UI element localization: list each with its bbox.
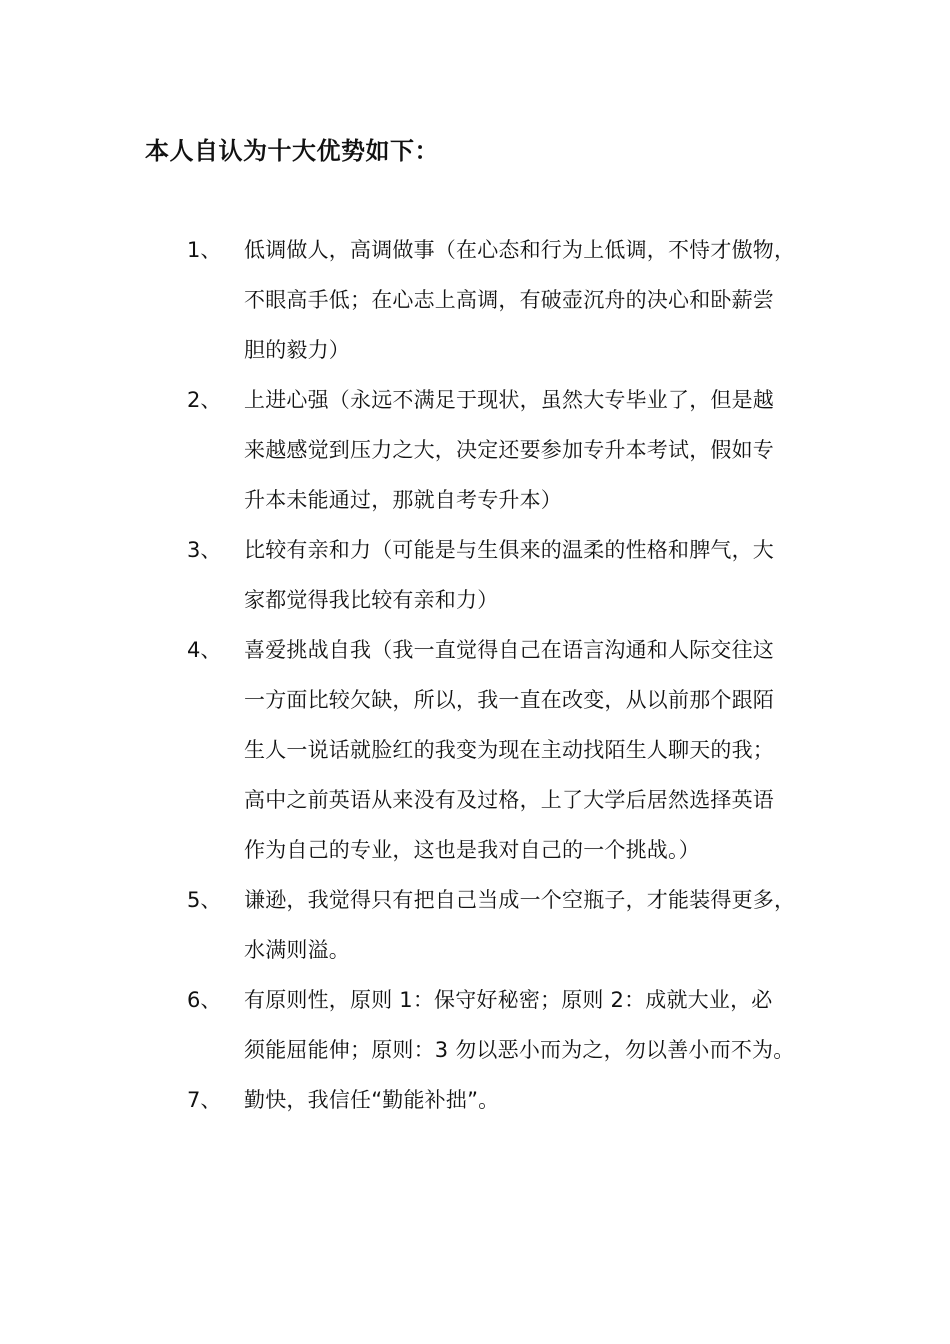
item-text [244, 625, 819, 875]
item-number: 7、 [187, 1088, 222, 1112]
advantages-list [0, 225, 950, 1125]
item-text-line: 升本未能通过，那就自考专升本） [244, 488, 562, 512]
item-number: 1、 [187, 238, 222, 262]
list-item [0, 625, 950, 875]
list-item [0, 1075, 950, 1125]
item-text-line: 勤快，我信任“勤能补拙”。 [244, 1088, 500, 1112]
item-text-line: 一方面比较欠缺，所以，我一直在改变，从以前那个跟陌 [244, 688, 774, 712]
item-text-line: 家都觉得我比较有亲和力） [244, 588, 499, 612]
item-text-line: 作为自己的专业，这也是我对自己的一个挑战。） [244, 838, 700, 862]
item-text-line: 水满则溢。 [244, 938, 350, 962]
item-number: 4、 [187, 638, 222, 662]
item-text-line: 胆的毅力） [244, 338, 350, 362]
item-text-line: 不眼高手低；在心志上高调，有破壶沉舟的决心和卧薪尝 [244, 288, 774, 312]
item-text [244, 225, 819, 375]
list-item [0, 375, 950, 525]
item-text-line: 喜爱挑战自我（我一直觉得自己在语言沟通和人际交往这 [244, 638, 774, 662]
item-text [244, 1075, 819, 1125]
list-item [0, 875, 950, 975]
item-text-line: 来越感觉到压力之大，决定还要参加专升本考试，假如专 [244, 438, 774, 462]
item-text-line: 生人一说话就脸红的我变为现在主动找陌生人聊天的我； [244, 738, 774, 762]
item-text [244, 975, 819, 1075]
item-number: 2、 [187, 388, 222, 412]
item-number: 6、 [187, 988, 222, 1012]
item-text-line: 比较有亲和力（可能是与生俱来的温柔的性格和脾气，大 [244, 538, 774, 562]
item-text-line: 须能屈能伸；原则：3 勿以恶小而为之，勿以善小而不为。 [244, 1038, 795, 1062]
item-number: 3、 [187, 538, 222, 562]
item-text [244, 525, 819, 625]
page-title: 本人自认为十大优势如下： [145, 137, 439, 165]
item-text-line: 高中之前英语从来没有及过格，上了大学后居然选择英语 [244, 788, 774, 812]
list-item [0, 525, 950, 625]
item-text [244, 375, 819, 525]
item-text-line: 有原则性，原则 1：保守好秘密；原则 2：成就大业，必 [244, 988, 773, 1012]
item-text-line: 低调做人，高调做事（在心态和行为上低调，不恃才傲物， [244, 238, 796, 262]
item-text [244, 875, 819, 975]
list-item [0, 975, 950, 1075]
item-text-line: 上进心强（永远不满足于现状，虽然大专毕业了，但是越 [244, 388, 774, 412]
list-item [0, 225, 950, 375]
item-number: 5、 [187, 888, 222, 912]
item-text-line: 谦逊，我觉得只有把自己当成一个空瓶子，才能装得更多， [244, 888, 796, 912]
